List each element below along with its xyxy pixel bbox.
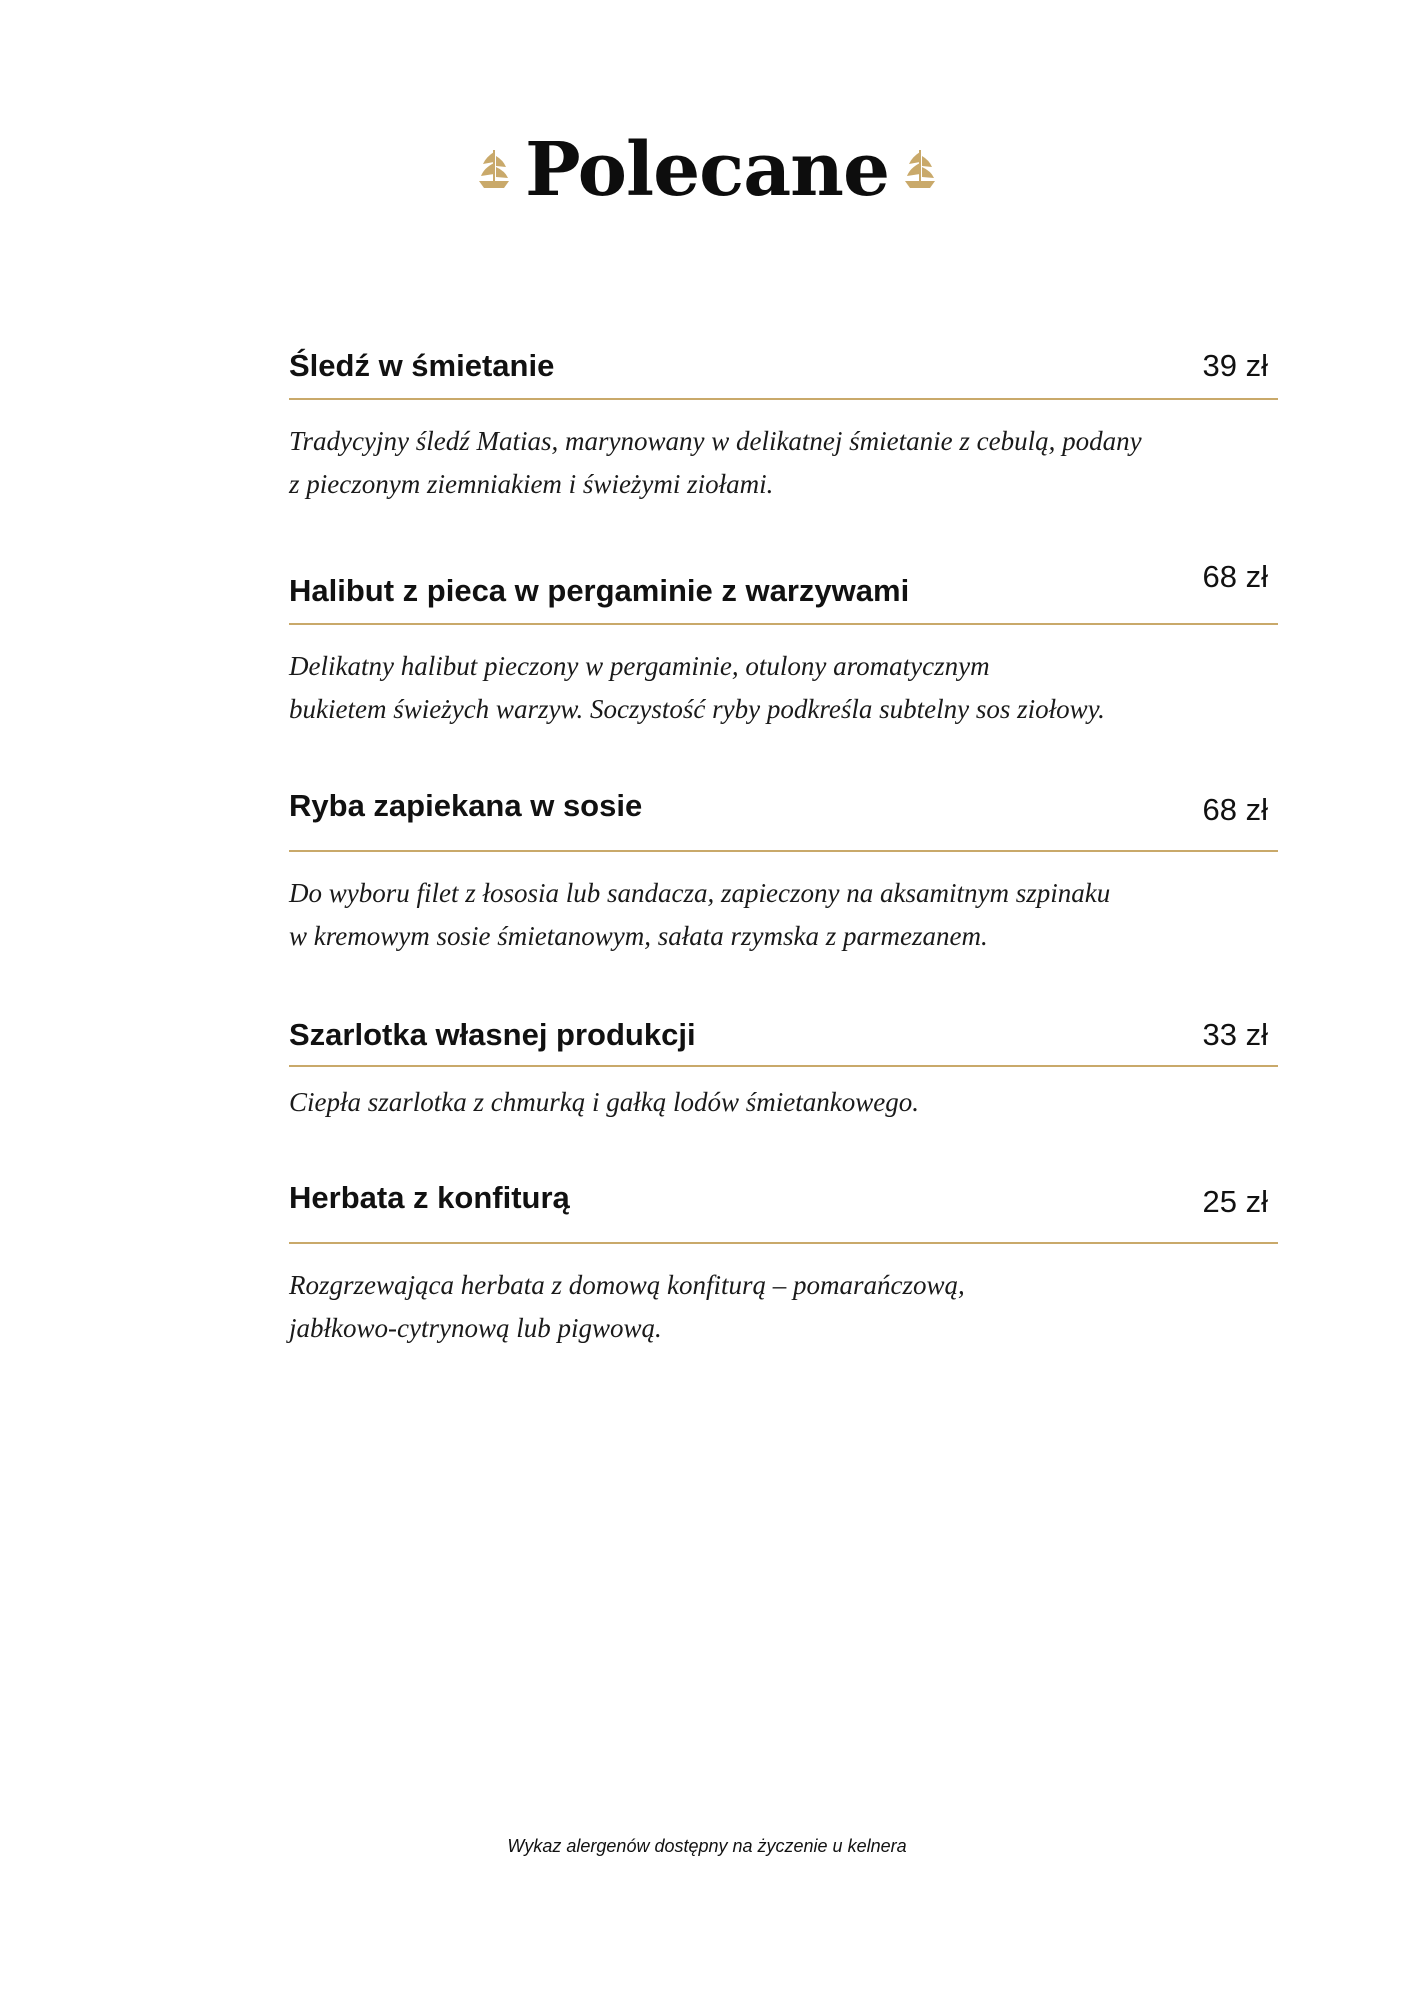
description-line: Delikatny halibut pieczony w pergaminie, otulony aromatycznym bbox=[289, 651, 990, 681]
ship-icon bbox=[903, 148, 937, 192]
ship-icon bbox=[477, 148, 511, 192]
menu-item-description bbox=[289, 852, 1229, 958]
description-line: Ciepła szarlotka z chmurką i gałką lodów śmietankowego. bbox=[289, 1087, 919, 1117]
menu-item-description bbox=[289, 400, 1229, 506]
menu-item-price: 68 zł bbox=[1202, 792, 1268, 827]
description-line: Rozgrzewająca herbata z domową konfiturą – pomarańczową, bbox=[289, 1270, 965, 1300]
menu-item bbox=[289, 559, 1278, 731]
menu-item-name: Herbata z konfiturą bbox=[289, 1180, 570, 1215]
menu-item-name: Halibut z pieca w pergaminie z warzywami bbox=[289, 573, 910, 608]
menu-item bbox=[289, 790, 1278, 958]
menu-item bbox=[289, 1005, 1278, 1124]
menu-item bbox=[289, 338, 1278, 506]
menu-item bbox=[289, 1182, 1278, 1350]
menu-item-price: 25 zł bbox=[1202, 1184, 1268, 1219]
menu-item-price: 39 zł bbox=[1202, 348, 1268, 383]
menu-item-price: 33 zł bbox=[1202, 1017, 1268, 1052]
description-line: w kremowym sosie śmietanowym, sałata rzymska z parmezanem. bbox=[289, 921, 988, 951]
description-line: z pieczonym ziemniakiem i świeżymi ziołami. bbox=[289, 469, 774, 499]
page-header bbox=[0, 122, 1414, 218]
menu-item-name: Ryba zapiekana w sosie bbox=[289, 788, 643, 823]
menu-item-price: 68 zł bbox=[1202, 559, 1268, 594]
menu-item-description bbox=[289, 1244, 1229, 1350]
page-title: Polecane bbox=[524, 127, 890, 213]
menu-item-description bbox=[289, 625, 1229, 731]
menu-item-name: Śledź w śmietanie bbox=[289, 348, 555, 383]
description-line: jabłkowo-cytrynową lub pigwową. bbox=[289, 1313, 662, 1343]
description-line: bukietem świeżych warzyw. Soczystość ryby podkreśla subtelny sos ziołowy. bbox=[289, 694, 1105, 724]
menu-item-name: Szarlotka własnej produkcji bbox=[289, 1017, 696, 1052]
allergen-note: Wykaz alergenów dostępny na życzenie u kelnera bbox=[507, 1836, 907, 1856]
description-line: Do wyboru filet z łososia lub sandacza, zapieczony na aksamitnym szpinaku bbox=[289, 878, 1111, 908]
description-line: Tradycyjny śledź Matias, marynowany w delikatnej śmietanie z cebulą, podany bbox=[289, 426, 1142, 456]
menu-item-description bbox=[289, 1067, 1229, 1124]
